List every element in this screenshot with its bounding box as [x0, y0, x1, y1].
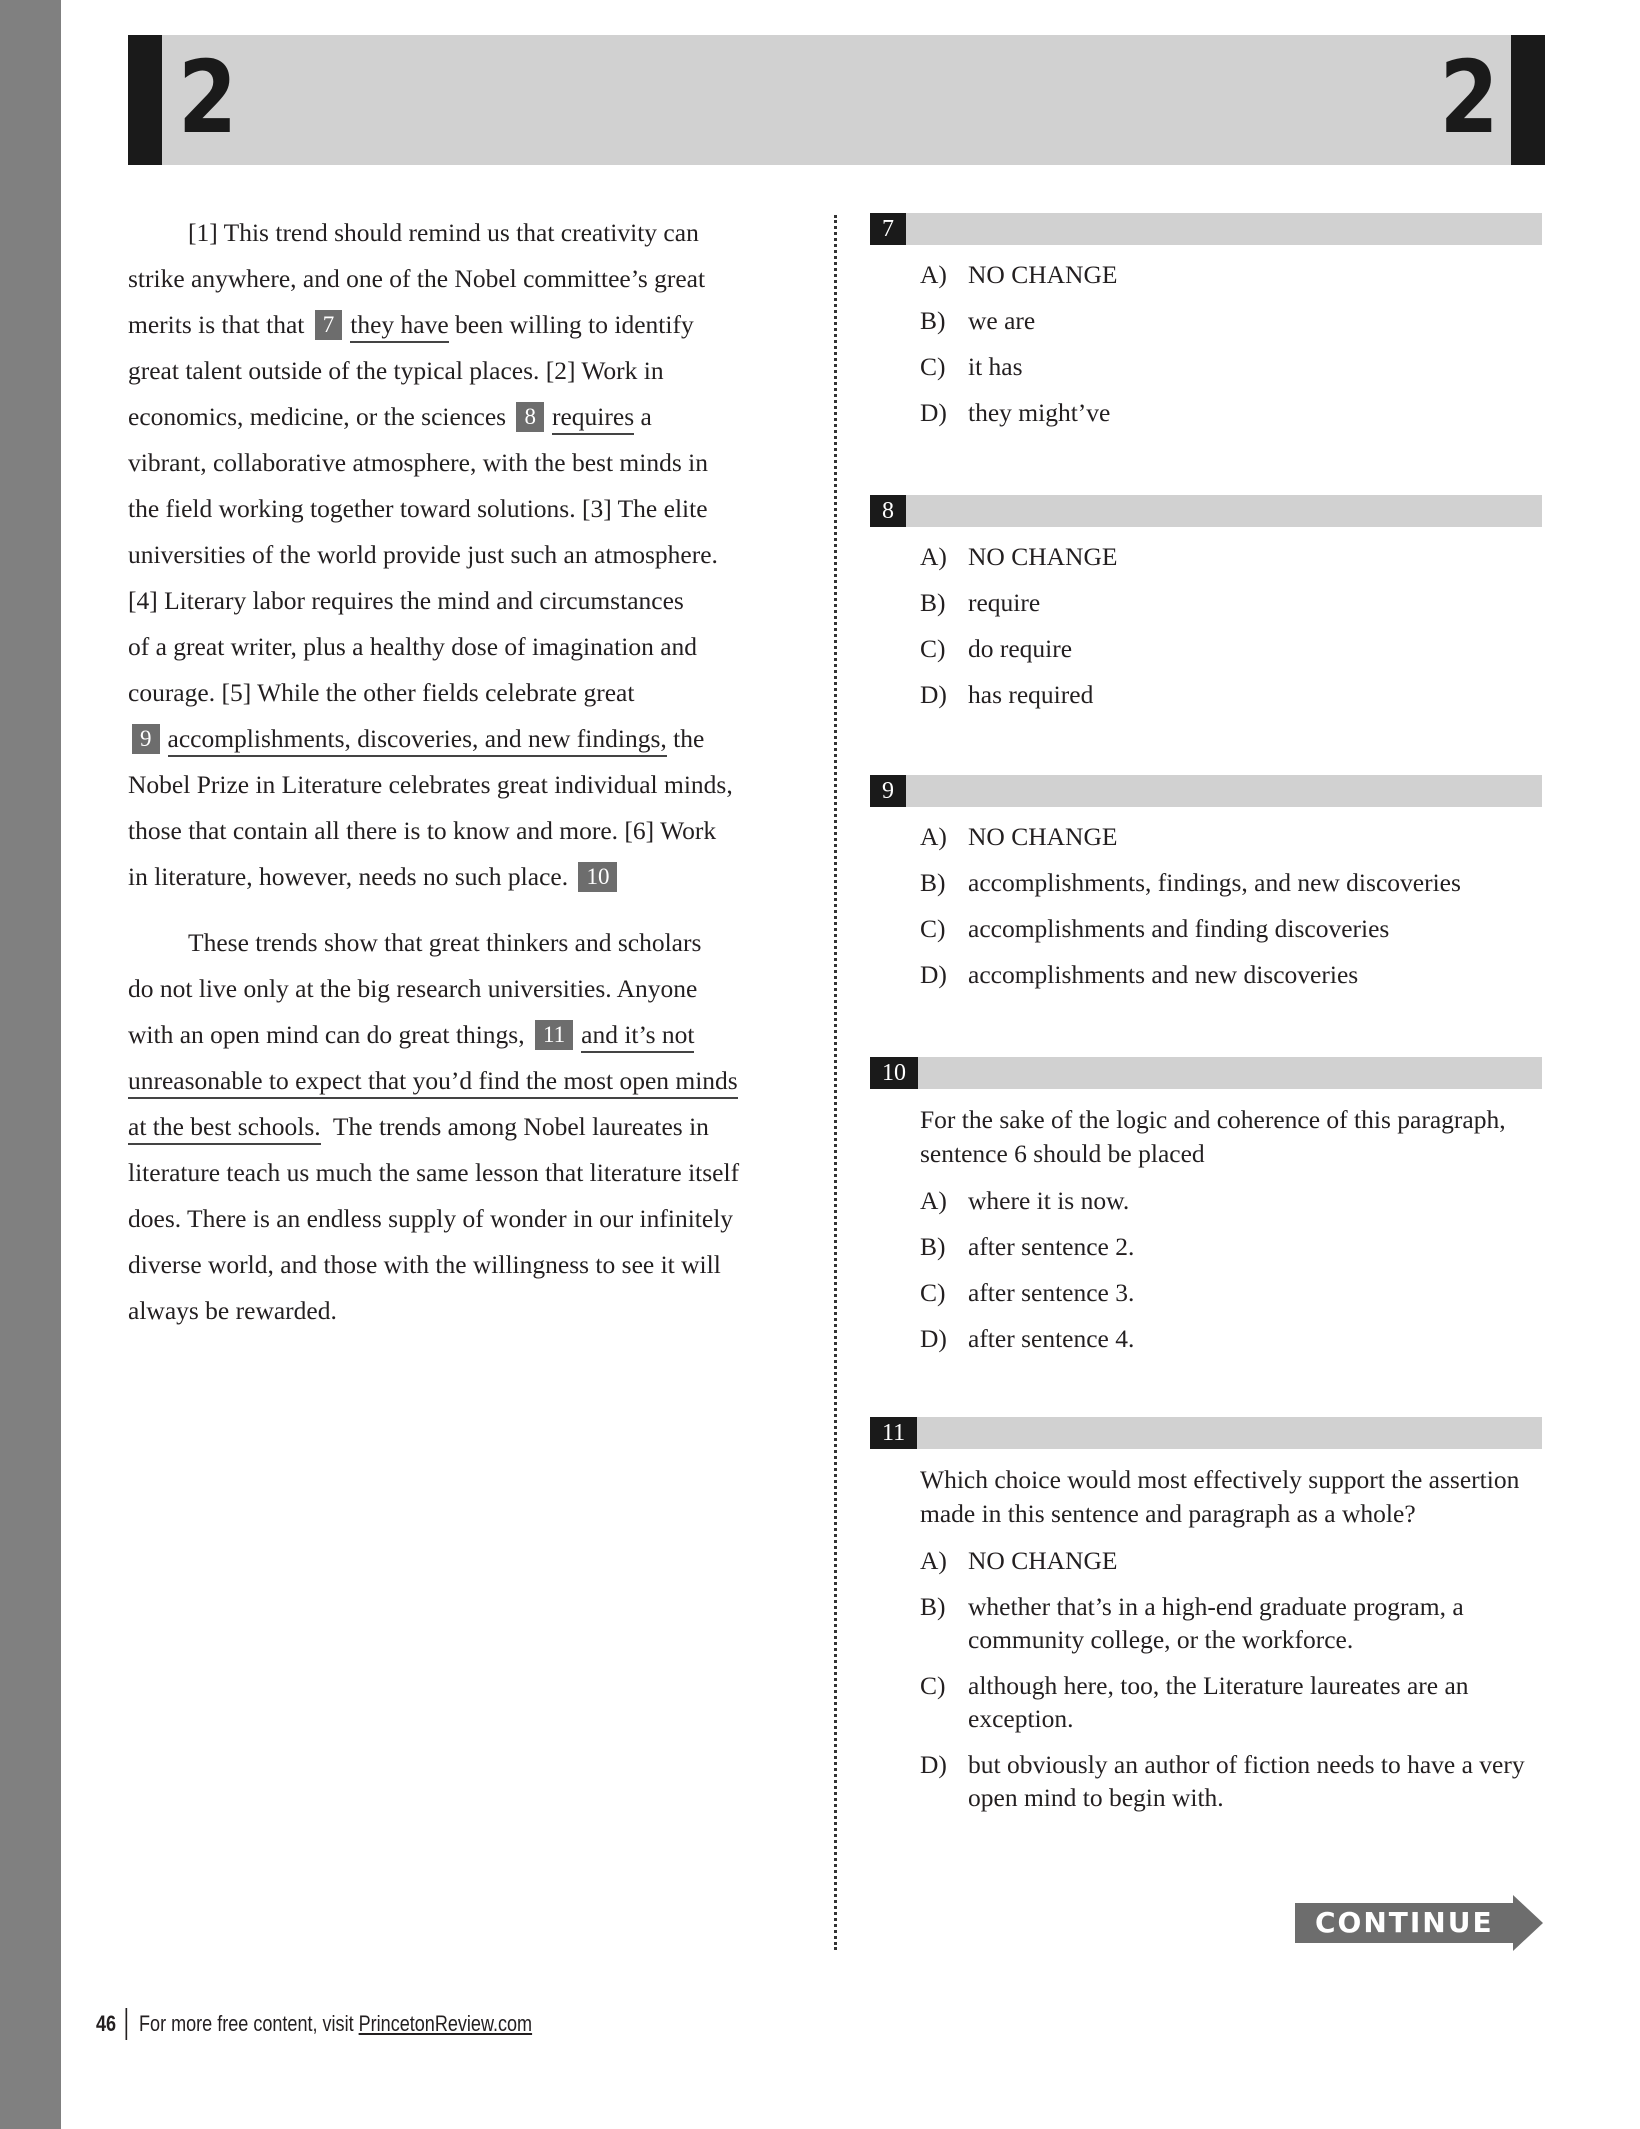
passage-line — [128, 920, 818, 966]
passage-text: the — [666, 724, 705, 753]
option-letter: C) — [920, 1278, 946, 1307]
option-letter: C) — [920, 352, 946, 381]
underlined-text: at the best schools. — [128, 1112, 321, 1145]
underlined-text: accomplishments, discoveries, and new findings, — [168, 724, 667, 757]
passage-text: literature teach us much the same lesson that literature itself — [128, 1158, 740, 1187]
question-9 — [870, 775, 1542, 991]
underlined-text: unreasonable to expect that you’d find the most open minds — [128, 1066, 738, 1099]
option-text: they might’ve — [968, 398, 1111, 427]
passage-line — [128, 486, 818, 532]
passage-text: a — [634, 402, 652, 431]
option-text: NO CHANGE — [968, 542, 1118, 571]
option-text: accomplishments, findings, and new discoveries — [968, 868, 1461, 897]
passage-text: diverse world, and those with the willingness to see it will — [128, 1250, 721, 1279]
answer-option[interactable] — [870, 396, 1542, 429]
header-bar-right — [1511, 35, 1545, 165]
option-letter: B) — [920, 1592, 946, 1621]
option-text: after sentence 2. — [968, 1232, 1135, 1261]
question-8 — [870, 495, 1542, 711]
option-text: NO CHANGE — [968, 822, 1118, 851]
section-number-left: 2 — [178, 39, 238, 156]
passage-line — [128, 1196, 818, 1242]
passage-text: great talent outside of the typical places. [2] Work in — [128, 356, 664, 385]
question-number: 11 — [870, 1417, 917, 1449]
option-text: after sentence 4. — [968, 1324, 1135, 1353]
passage-line — [128, 348, 818, 394]
answer-option[interactable] — [870, 1544, 1542, 1577]
answer-option[interactable] — [870, 1322, 1542, 1355]
question-number: 7 — [870, 213, 906, 245]
footer — [96, 2008, 532, 2040]
answer-option[interactable] — [870, 586, 1542, 619]
passage-line — [128, 808, 818, 854]
option-letter: A) — [920, 1546, 947, 1575]
paragraph-gap — [128, 900, 818, 920]
option-letter: D) — [920, 680, 947, 709]
question-number: 8 — [870, 495, 906, 527]
passage-text: with an open mind can do great things, — [128, 1020, 531, 1049]
passage-text: These trends show that great thinkers and scholars — [188, 928, 702, 957]
passage-text: been willing to identify — [448, 310, 694, 339]
question-marker: 10 — [578, 862, 617, 892]
option-text: has required — [968, 680, 1094, 709]
question-10 — [870, 1057, 1542, 1355]
question-bar — [870, 775, 1542, 807]
footer-text: For more free content, visit — [139, 2011, 354, 2036]
passage-line — [128, 716, 818, 762]
question-marker: 7 — [315, 310, 343, 340]
option-letter: B) — [920, 306, 946, 335]
option-letter: D) — [920, 398, 947, 427]
passage-line — [128, 670, 818, 716]
passage-text: of a great writer, plus a healthy dose of imagination and — [128, 632, 698, 661]
option-text: although here, too, the Literature laureates are an exception. — [968, 1671, 1469, 1733]
underlined-text: and it’s not — [581, 1020, 694, 1053]
passage-text: merits is that that — [128, 310, 311, 339]
option-letter: D) — [920, 1324, 947, 1353]
option-letter: C) — [920, 914, 946, 943]
answer-option[interactable] — [870, 304, 1542, 337]
passage-text: Nobel Prize in Literature celebrates great individual minds, — [128, 770, 733, 799]
option-letter: B) — [920, 1232, 946, 1261]
option-letter: A) — [920, 822, 947, 851]
option-text: after sentence 3. — [968, 1278, 1135, 1307]
passage-text: The trends among Nobel laureates in — [320, 1112, 709, 1141]
answer-option[interactable] — [870, 1748, 1542, 1814]
option-letter: A) — [920, 542, 947, 571]
answer-option[interactable] — [870, 678, 1542, 711]
passage-text: the field working together toward solutions. [3] The elite — [128, 494, 708, 523]
section-number-right: 2 — [1439, 39, 1499, 156]
answer-option[interactable] — [870, 350, 1542, 383]
option-text: it has — [968, 352, 1023, 381]
question-number: 9 — [870, 775, 906, 807]
question-number: 10 — [870, 1057, 918, 1089]
passage-text: in literature, however, needs no such place. — [128, 862, 575, 891]
question-bar — [870, 1057, 1542, 1089]
answer-option[interactable] — [870, 866, 1542, 899]
continue-label: CONTINUE — [1295, 1903, 1513, 1943]
option-text: accomplishments and finding discoveries — [968, 914, 1390, 943]
passage-line — [128, 1288, 818, 1334]
option-text: but obviously an author of fiction needs to have a very open mind to begin with. — [968, 1750, 1525, 1812]
option-text: require — [968, 588, 1041, 617]
answer-option[interactable] — [870, 958, 1542, 991]
passage-text: economics, medicine, or the sciences — [128, 402, 513, 431]
question-7 — [870, 213, 1542, 429]
section-header — [128, 35, 1545, 165]
option-letter: B) — [920, 868, 946, 897]
passage-line — [128, 1058, 818, 1104]
passage-text: courage. [5] While the other fields celebrate great — [128, 678, 635, 707]
passage-text: [4] Literary labor requires the mind and circumstances — [128, 586, 684, 615]
passage-line — [128, 394, 818, 440]
column-divider — [834, 215, 837, 1950]
answer-option[interactable] — [870, 912, 1542, 945]
question-marker: 8 — [516, 402, 544, 432]
answer-option[interactable] — [870, 258, 1542, 291]
passage-line — [128, 854, 818, 900]
answer-option[interactable] — [870, 1184, 1542, 1217]
answer-option[interactable] — [870, 1669, 1542, 1735]
question-bar — [870, 1417, 1542, 1449]
answer-option[interactable] — [870, 1590, 1542, 1656]
answer-option[interactable] — [870, 1230, 1542, 1263]
passage-line — [128, 624, 818, 670]
question-bar — [870, 213, 1542, 245]
option-text: where it is now. — [968, 1186, 1130, 1215]
passage-line — [128, 210, 818, 256]
passage-line — [128, 302, 818, 348]
option-letter: A) — [920, 1186, 947, 1215]
passage-line — [128, 578, 818, 624]
underlined-text: requires — [552, 402, 634, 435]
option-letter: D) — [920, 1750, 947, 1779]
passage-line — [128, 762, 818, 808]
passage-line — [128, 1150, 818, 1196]
passage-line — [128, 966, 818, 1012]
option-text: NO CHANGE — [968, 260, 1118, 289]
footer-separator — [126, 2008, 128, 2040]
passage-line — [128, 1242, 818, 1288]
page-number: 46 — [96, 2011, 117, 2036]
option-letter: B) — [920, 588, 946, 617]
header-bar-left — [128, 35, 162, 165]
answer-option[interactable] — [870, 820, 1542, 853]
answer-option[interactable] — [870, 1276, 1542, 1309]
answer-option[interactable] — [870, 632, 1542, 665]
answer-option[interactable] — [870, 540, 1542, 573]
passage-text: does. There is an endless supply of wonder in our infinitely — [128, 1204, 734, 1233]
option-text: do require — [968, 634, 1073, 663]
question-bar — [870, 495, 1542, 527]
option-text: we are — [968, 306, 1036, 335]
passage-text: universities of the world provide just such an atmosphere. — [128, 540, 718, 569]
page-edge-bar — [0, 0, 61, 2129]
option-letter: C) — [920, 1671, 946, 1700]
arrow-right-icon — [1513, 1895, 1543, 1951]
passage-text: those that contain all there is to know and more. [6] Work — [128, 816, 717, 845]
question-marker: 11 — [535, 1020, 573, 1050]
option-letter: D) — [920, 960, 947, 989]
continue-button[interactable] — [1295, 1895, 1540, 1951]
passage-text: vibrant, collaborative atmosphere, with the best minds in — [128, 448, 708, 477]
passage-line — [128, 1104, 818, 1150]
question-stem: For the sake of the logic and coherence of this paragraph, sentence 6 should be placed — [920, 1105, 1506, 1168]
underlined-text: they have — [350, 310, 448, 343]
passage-line — [128, 256, 818, 302]
passage-line — [128, 532, 818, 578]
question-11 — [870, 1417, 1542, 1814]
passage-line — [128, 1012, 818, 1058]
option-letter: A) — [920, 260, 947, 289]
passage-line — [128, 440, 818, 486]
passage-text: do not live only at the big research universities. Anyone — [128, 974, 698, 1003]
option-text: accomplishments and new discoveries — [968, 960, 1359, 989]
footer-link[interactable]: PrincetonReview.com — [358, 2011, 533, 2036]
option-letter: C) — [920, 634, 946, 663]
question-stem: Which choice would most effectively support the assertion made in this sentence and paragraph as a whole? — [920, 1465, 1520, 1528]
option-text: whether that’s in a high-end graduate program, a community college, or the workforce. — [968, 1592, 1464, 1654]
passage-text: [1] This trend should remind us that creativity can — [188, 218, 699, 247]
passage-text: strike anywhere, and one of the Nobel committee’s great — [128, 264, 706, 293]
question-marker: 9 — [132, 724, 160, 754]
option-text: NO CHANGE — [968, 1546, 1118, 1575]
passage-text: always be rewarded. — [128, 1296, 337, 1325]
passage — [128, 210, 818, 1334]
